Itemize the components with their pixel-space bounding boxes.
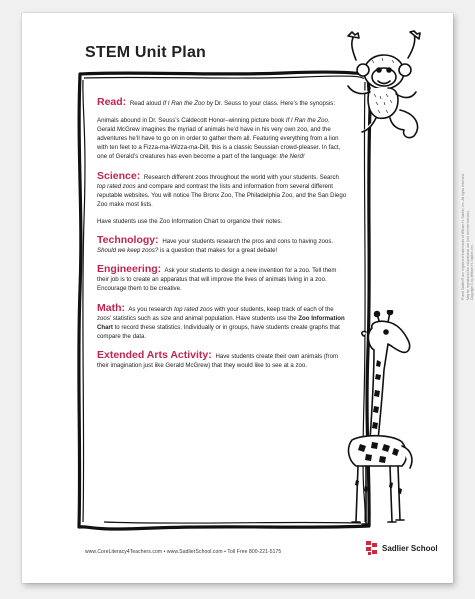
engineering-text: Ask your students to design a new invention for a zoo. Tell them their job is to create an apparatus that will improve the lives of animals living in a zoo. Encourage them to be creative. — [97, 267, 337, 293]
math-text-end: to record these statistics. Individually or in groups, have students create graphs that compare the data. — [97, 323, 340, 340]
section-technology — [97, 236, 349, 255]
science-note: Have students use the Zoo Information Chart to organize their notes. — [97, 217, 283, 225]
engineering-heading: Engineering: — [97, 263, 162, 276]
monkey-illustration — [338, 30, 430, 142]
synopsis-body: . Gerald McGrew imagines the myriad of animals he’d have in his very own zoo, and the adventures he’ll have to go on in order to gather them all. Featuring everything from a lion with ten feet to a Fizza-ma-Wizza-ma-Dill, this is a classic Seussian crowd-pleaser. In fact, one of Gerald’s creatures has even become a part of the language: — [97, 117, 341, 161]
technology-body — [97, 236, 349, 255]
read-intro-text: Read aloud — [128, 100, 163, 107]
arts-text: Have students create their own animals (from their imagination just like Gerald McGrew) that they would like to see at a zoo. — [97, 352, 339, 369]
section-math — [97, 301, 349, 341]
side-line-1: ® and Sadlier® are registered trademarks of William H. Sadlier, Inc. All rights reserved. — [461, 173, 465, 300]
math-em: top rated zoos — [174, 305, 213, 313]
side-line-2: May be reproduced for educational use (not commercial use). — [465, 210, 470, 300]
synopsis-nerd: the Nerd! — [279, 153, 305, 161]
technology-heading: Technology: — [97, 234, 159, 247]
section-science — [97, 169, 349, 226]
read-intro — [97, 98, 349, 108]
sadlier-logo — [366, 541, 438, 556]
synopsis-book-title: If I Ran the Zoo — [285, 117, 328, 125]
science-em: top rated zoos — [97, 182, 136, 190]
arts-heading: Extended Arts Activity: — [97, 348, 212, 361]
read-book-title: If I Ran the Zoo — [162, 100, 205, 107]
technology-em: Should we keep zoos? — [97, 247, 159, 255]
science-text-end: and compare and contrast the lists and information from several different reputable websites. You will notice The Bronx Zoo, The Philadelphia Zoo, and the San Diego Zoo make most lists. — [97, 182, 347, 208]
science-body — [97, 169, 349, 209]
engineering-body — [97, 265, 349, 293]
math-heading: Math: — [97, 301, 125, 314]
science-text: Research different zoos throughout the world with your students. Search — [142, 173, 339, 181]
math-text: As you research — [127, 305, 175, 313]
read-intro-end: by Dr. Seuss to your class. Here’s the synopsis: — [204, 100, 336, 107]
section-arts — [97, 348, 349, 370]
math-body — [97, 301, 349, 341]
lesson-content — [97, 98, 349, 380]
read-synopsis — [97, 116, 349, 161]
arts-body — [97, 348, 349, 370]
section-engineering — [97, 265, 349, 293]
synopsis-text: Animals abound in Dr. Seuss’s Caldecott Honor–winning picture book — [97, 117, 286, 125]
technology-text-end: is a question that makes for a great debate! — [158, 247, 278, 255]
science-heading: Science: — [97, 169, 141, 182]
math-chart-name: Zoo Information Chart — [97, 314, 345, 331]
side-line-3: Copyright © by William H. Sadlier, Inc. — [470, 244, 474, 300]
brand-name: Sadlier School — [382, 544, 438, 553]
technology-text: Have your students research the pros and cons to having zoos. — [160, 238, 334, 246]
sadlier-s-icon — [366, 541, 379, 556]
section-read — [97, 98, 349, 162]
footer-links: www.CoreLiteracy4Teachers.com • www.SadlierSchool.com • Toll Free 800-221-5175 — [85, 549, 282, 555]
page-title: STEM Unit Plan — [85, 44, 207, 61]
math-text-mid: with your students, keep track of each of the zoos’ statistics such as size and animal population. Have students use the — [97, 305, 334, 322]
read-heading: Read: — [97, 96, 127, 108]
side-copyright — [461, 173, 475, 300]
